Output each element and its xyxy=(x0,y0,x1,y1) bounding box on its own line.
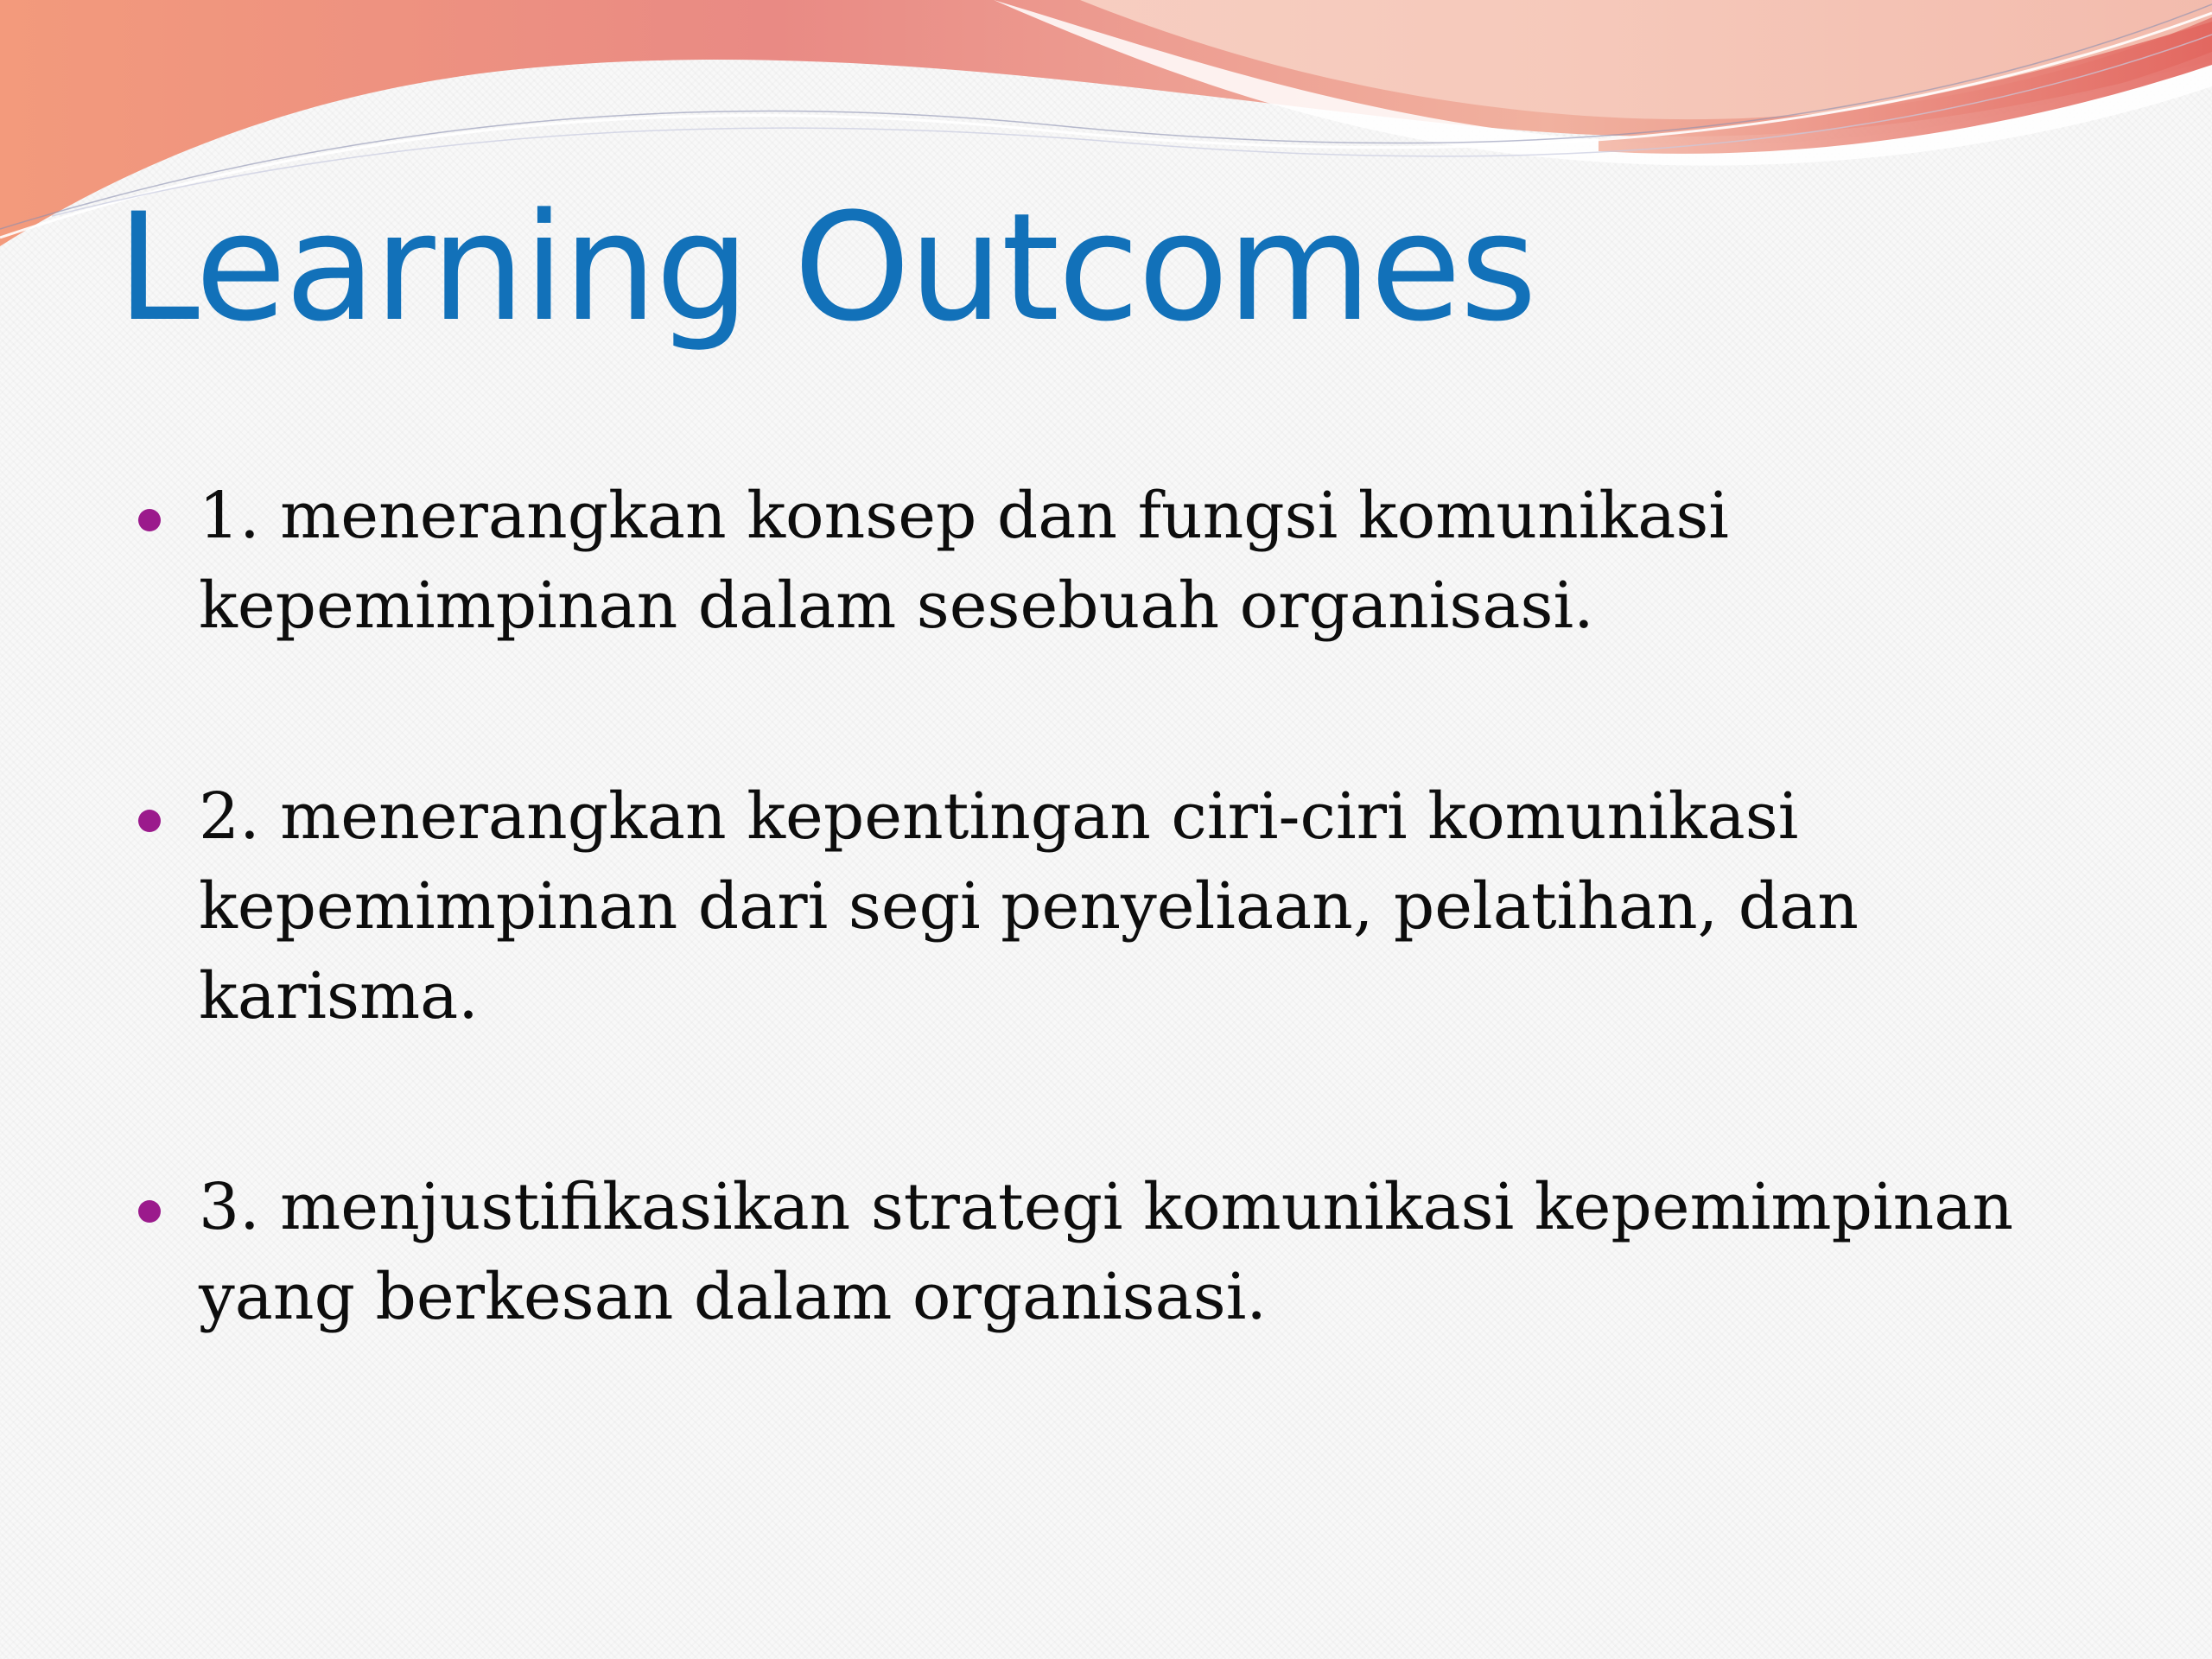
learning-outcomes-list xyxy=(138,471,2091,1342)
outcome-text: 1. menerangkan konsep dan fungsi komunikasi kepemimpinan dalam sesebuah organisasi. xyxy=(199,479,1729,643)
bullet-dot-icon xyxy=(138,1200,161,1223)
outcome-text: 2. menerangkan kepentingan ciri-ciri komunikasi kepemimpinan dari segi penyeliaan, pelatihan, dan karisma. xyxy=(199,779,1859,1033)
list-item xyxy=(138,772,2091,1041)
list-item xyxy=(138,1162,2091,1342)
outcome-text: 3. menjustifikasikan strategi komunikasi kepemimpinan yang berkesan dalam organisasi. xyxy=(199,1170,2014,1334)
slide-title: Learning Outcomes xyxy=(117,181,1535,354)
bullet-dot-icon xyxy=(138,810,161,832)
list-item xyxy=(138,471,2091,651)
bullet-dot-icon xyxy=(138,509,161,531)
